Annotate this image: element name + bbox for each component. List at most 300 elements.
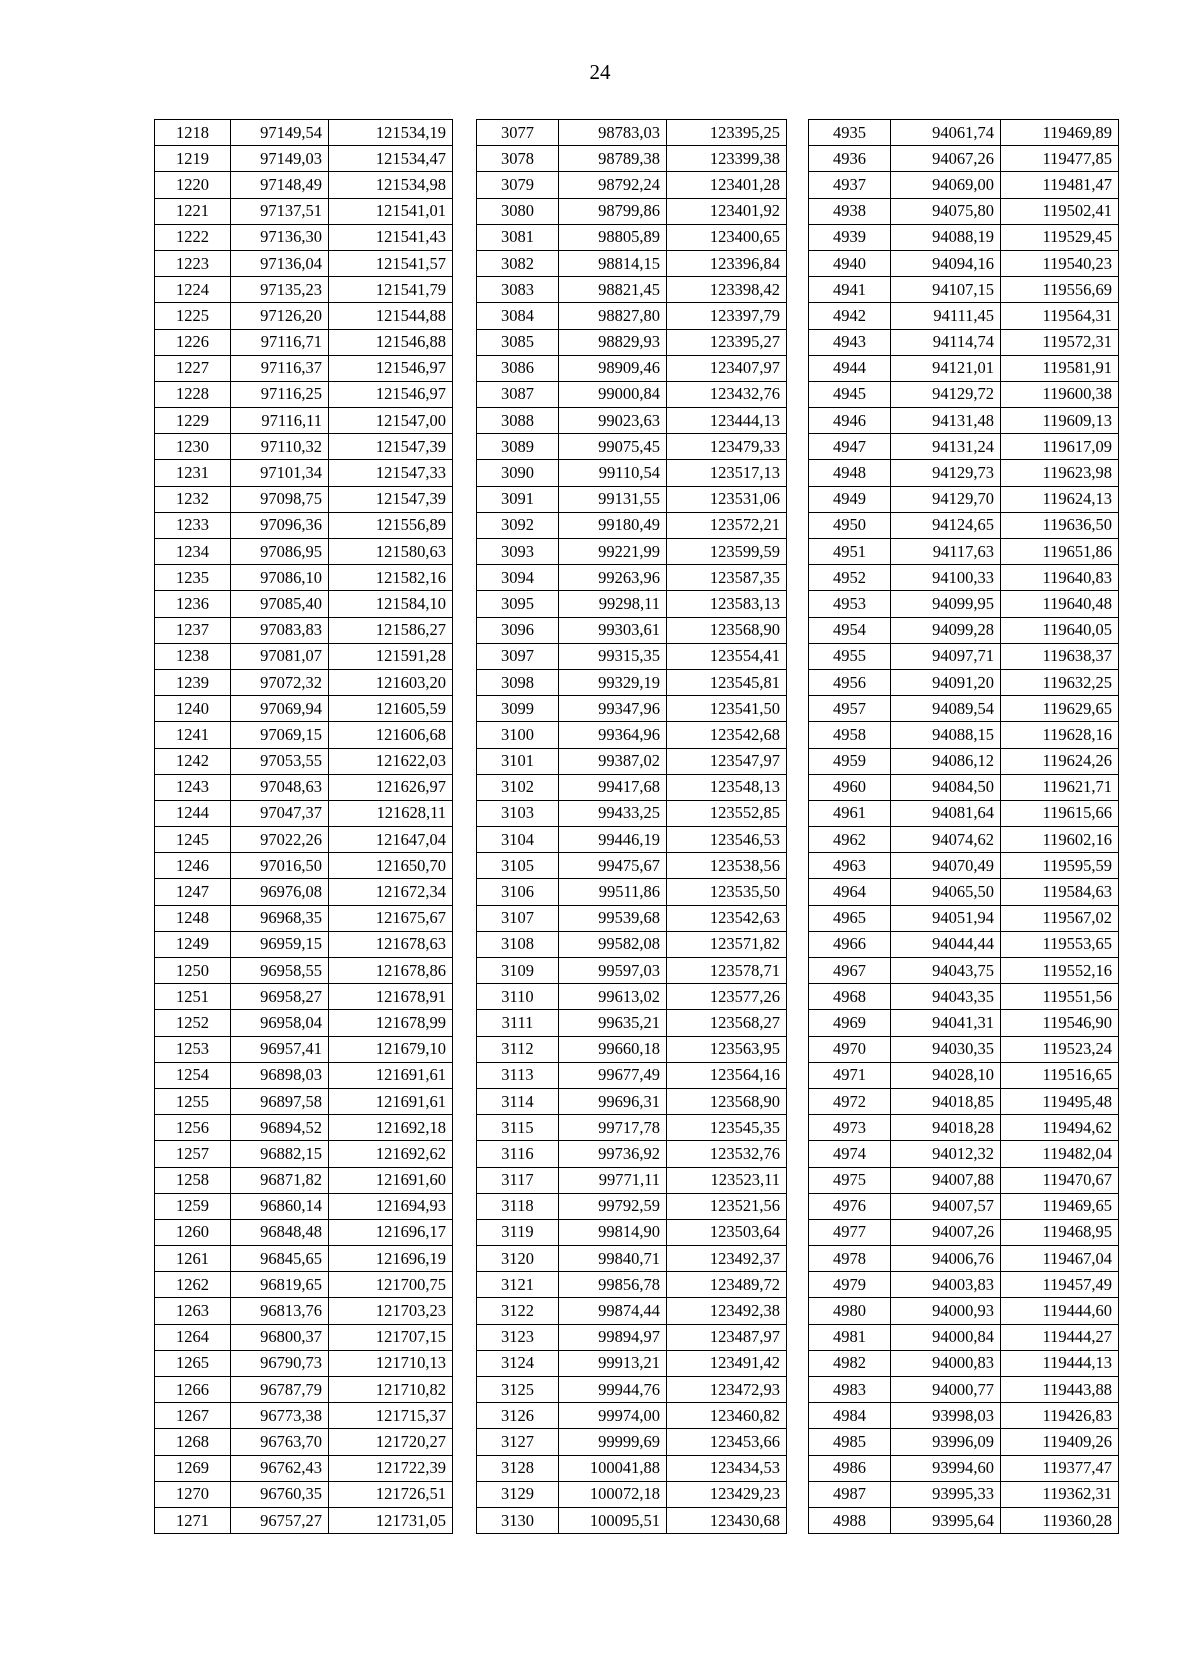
x-coordinate-cell: 97022,26 [231,827,329,853]
x-coordinate-cell: 96958,55 [231,958,329,984]
x-coordinate-cell: 94007,57 [891,1193,1001,1219]
x-coordinate-cell: 97047,37 [231,800,329,826]
x-coordinate-cell: 96897,58 [231,1088,329,1114]
y-coordinate-cell: 121679,10 [329,1036,453,1062]
table-row [809,722,1119,748]
y-coordinate-cell: 119409,26 [1001,1429,1119,1455]
y-coordinate-cell: 119651,86 [1001,539,1119,565]
x-coordinate-cell: 98789,38 [559,146,667,172]
y-coordinate-cell: 123398,42 [667,277,787,303]
y-coordinate-cell: 123535,50 [667,879,787,905]
y-coordinate-cell: 123545,35 [667,1115,787,1141]
y-coordinate-cell: 121696,17 [329,1219,453,1245]
y-coordinate-cell: 119621,71 [1001,774,1119,800]
x-coordinate-cell: 94131,24 [891,434,1001,460]
x-coordinate-cell: 94043,75 [891,958,1001,984]
table-row [155,1298,453,1324]
point-number-cell: 1271 [155,1507,231,1533]
y-coordinate-cell: 121546,97 [329,381,453,407]
table-row [809,1403,1119,1429]
table-row [809,355,1119,381]
x-coordinate-cell: 99999,69 [559,1429,667,1455]
x-coordinate-cell: 97098,75 [231,486,329,512]
table-row [809,1272,1119,1298]
point-number-cell: 4969 [809,1010,891,1036]
point-number-cell: 1241 [155,722,231,748]
y-coordinate-cell: 119553,65 [1001,931,1119,957]
x-coordinate-cell: 96882,15 [231,1141,329,1167]
point-number-cell: 3096 [477,617,559,643]
y-coordinate-cell: 119468,95 [1001,1219,1119,1245]
point-number-cell: 4948 [809,460,891,486]
x-coordinate-cell: 99696,31 [559,1088,667,1114]
y-coordinate-cell: 119636,50 [1001,512,1119,538]
x-coordinate-cell: 93995,33 [891,1481,1001,1507]
x-coordinate-cell: 97086,10 [231,565,329,591]
x-coordinate-cell: 94003,83 [891,1272,1001,1298]
table-row [155,1036,453,1062]
x-coordinate-cell: 98783,03 [559,120,667,146]
y-coordinate-cell: 119444,60 [1001,1298,1119,1324]
table-row [155,1010,453,1036]
table-row [477,1272,787,1298]
table-row [809,1507,1119,1533]
point-number-cell: 4986 [809,1455,891,1481]
table-row [809,1036,1119,1062]
y-coordinate-cell: 119617,09 [1001,434,1119,460]
point-number-cell: 4968 [809,984,891,1010]
y-coordinate-cell: 121547,00 [329,408,453,434]
point-number-cell: 4937 [809,172,891,198]
y-coordinate-cell: 119640,83 [1001,565,1119,591]
point-number-cell: 3103 [477,800,559,826]
x-coordinate-cell: 99840,71 [559,1246,667,1272]
y-coordinate-cell: 123479,33 [667,434,787,460]
point-number-cell: 1226 [155,329,231,355]
x-coordinate-cell: 97069,15 [231,722,329,748]
y-coordinate-cell: 123554,41 [667,643,787,669]
point-number-cell: 3125 [477,1377,559,1403]
y-coordinate-cell: 119426,83 [1001,1403,1119,1429]
x-coordinate-cell: 94007,26 [891,1219,1001,1245]
point-number-cell: 4987 [809,1481,891,1507]
table-row [809,1246,1119,1272]
table-row [809,905,1119,931]
coordinates-table-2 [476,119,787,1534]
y-coordinate-cell: 121678,91 [329,984,453,1010]
x-coordinate-cell: 99417,68 [559,774,667,800]
x-coordinate-cell: 94091,20 [891,669,1001,695]
y-coordinate-cell: 123429,23 [667,1481,787,1507]
x-coordinate-cell: 96763,70 [231,1429,329,1455]
table-row [155,539,453,565]
table-row [809,1062,1119,1088]
y-coordinate-cell: 121710,82 [329,1377,453,1403]
y-coordinate-cell: 119502,41 [1001,198,1119,224]
y-coordinate-cell: 119482,04 [1001,1141,1119,1167]
y-coordinate-cell: 121626,97 [329,774,453,800]
x-coordinate-cell: 96968,35 [231,905,329,931]
y-coordinate-cell: 123546,53 [667,827,787,853]
table-row [477,1324,787,1350]
point-number-cell: 3105 [477,853,559,879]
point-number-cell: 4970 [809,1036,891,1062]
point-number-cell: 3090 [477,460,559,486]
point-number-cell: 3119 [477,1219,559,1245]
point-number-cell: 4944 [809,355,891,381]
x-coordinate-cell: 97137,51 [231,198,329,224]
table-row [155,1507,453,1533]
table-row [155,486,453,512]
x-coordinate-cell: 99582,08 [559,931,667,957]
point-number-cell: 3113 [477,1062,559,1088]
x-coordinate-cell: 99387,02 [559,748,667,774]
table-row [477,800,787,826]
x-coordinate-cell: 96958,27 [231,984,329,1010]
y-coordinate-cell: 123395,27 [667,329,787,355]
x-coordinate-cell: 99944,76 [559,1377,667,1403]
x-coordinate-cell: 94018,85 [891,1088,1001,1114]
point-number-cell: 3084 [477,303,559,329]
table-row [477,669,787,695]
y-coordinate-cell: 121556,89 [329,512,453,538]
point-number-cell: 3129 [477,1481,559,1507]
x-coordinate-cell: 97136,30 [231,224,329,250]
y-coordinate-cell: 121534,98 [329,172,453,198]
point-number-cell: 1232 [155,486,231,512]
table-row [477,408,787,434]
table-row [477,434,787,460]
table-row [809,224,1119,250]
point-number-cell: 3121 [477,1272,559,1298]
y-coordinate-cell: 119640,48 [1001,591,1119,617]
point-number-cell: 1265 [155,1350,231,1376]
point-number-cell: 3098 [477,669,559,695]
point-number-cell: 4952 [809,565,891,591]
point-number-cell: 4957 [809,696,891,722]
y-coordinate-cell: 121672,34 [329,879,453,905]
table-row [477,1062,787,1088]
x-coordinate-cell: 98792,24 [559,172,667,198]
point-number-cell: 3124 [477,1350,559,1376]
table-row [809,984,1119,1010]
point-number-cell: 1227 [155,355,231,381]
table-row [155,774,453,800]
y-coordinate-cell: 123532,76 [667,1141,787,1167]
x-coordinate-cell: 98799,86 [559,198,667,224]
point-number-cell: 1235 [155,565,231,591]
point-number-cell: 3081 [477,224,559,250]
table-row [809,696,1119,722]
x-coordinate-cell: 96787,79 [231,1377,329,1403]
point-number-cell: 3100 [477,722,559,748]
table-row [155,460,453,486]
y-coordinate-cell: 119567,02 [1001,905,1119,931]
x-coordinate-cell: 96959,15 [231,931,329,957]
point-number-cell: 3102 [477,774,559,800]
table-row [155,434,453,460]
point-number-cell: 3079 [477,172,559,198]
y-coordinate-cell: 123577,26 [667,984,787,1010]
table-row [477,146,787,172]
point-number-cell: 4988 [809,1507,891,1533]
y-coordinate-cell: 119377,47 [1001,1455,1119,1481]
x-coordinate-cell: 94129,73 [891,460,1001,486]
table-row [155,669,453,695]
point-number-cell: 3104 [477,827,559,853]
table-row [155,958,453,984]
table-row [155,329,453,355]
point-number-cell: 4978 [809,1246,891,1272]
y-coordinate-cell: 119595,59 [1001,853,1119,879]
table-row [155,800,453,826]
y-coordinate-cell: 119523,24 [1001,1036,1119,1062]
x-coordinate-cell: 96976,08 [231,879,329,905]
y-coordinate-cell: 119581,91 [1001,355,1119,381]
y-coordinate-cell: 123399,38 [667,146,787,172]
table-row [155,224,453,250]
table-row [809,120,1119,146]
point-number-cell: 4945 [809,381,891,407]
table-row [155,1429,453,1455]
table-row [809,591,1119,617]
table-row [809,1298,1119,1324]
table-row [477,172,787,198]
x-coordinate-cell: 94117,63 [891,539,1001,565]
y-coordinate-cell: 121605,59 [329,696,453,722]
y-coordinate-cell: 123541,50 [667,696,787,722]
point-number-cell: 3107 [477,905,559,931]
x-coordinate-cell: 94084,50 [891,774,1001,800]
table-row [155,1088,453,1114]
y-coordinate-cell: 121546,97 [329,355,453,381]
table-row [477,224,787,250]
table-row [809,643,1119,669]
x-coordinate-cell: 99874,44 [559,1298,667,1324]
point-number-cell: 1218 [155,120,231,146]
point-number-cell: 4954 [809,617,891,643]
table-row [155,1115,453,1141]
y-coordinate-cell: 119540,23 [1001,250,1119,276]
table-row [477,696,787,722]
y-coordinate-cell: 123542,63 [667,905,787,931]
table-row [155,617,453,643]
point-number-cell: 1250 [155,958,231,984]
x-coordinate-cell: 96800,37 [231,1324,329,1350]
y-coordinate-cell: 119602,16 [1001,827,1119,853]
x-coordinate-cell: 99856,78 [559,1272,667,1298]
x-coordinate-cell: 97136,04 [231,250,329,276]
y-coordinate-cell: 123492,38 [667,1298,787,1324]
point-number-cell: 4935 [809,120,891,146]
point-number-cell: 1251 [155,984,231,1010]
y-coordinate-cell: 121628,11 [329,800,453,826]
x-coordinate-cell: 99717,78 [559,1115,667,1141]
x-coordinate-cell: 96848,48 [231,1219,329,1245]
point-number-cell: 1237 [155,617,231,643]
point-number-cell: 1239 [155,669,231,695]
x-coordinate-cell: 94111,45 [891,303,1001,329]
table-row [477,853,787,879]
point-number-cell: 4941 [809,277,891,303]
x-coordinate-cell: 99894,97 [559,1324,667,1350]
table-row [809,460,1119,486]
point-number-cell: 3093 [477,539,559,565]
x-coordinate-cell: 94028,10 [891,1062,1001,1088]
table-row [809,381,1119,407]
table-row [809,250,1119,276]
x-coordinate-cell: 94129,70 [891,486,1001,512]
table-row [155,905,453,931]
y-coordinate-cell: 121691,60 [329,1167,453,1193]
point-number-cell: 4967 [809,958,891,984]
point-number-cell: 3091 [477,486,559,512]
x-coordinate-cell: 99814,90 [559,1219,667,1245]
x-coordinate-cell: 94074,62 [891,827,1001,853]
x-coordinate-cell: 99298,11 [559,591,667,617]
point-number-cell: 4943 [809,329,891,355]
point-number-cell: 1236 [155,591,231,617]
point-number-cell: 3094 [477,565,559,591]
x-coordinate-cell: 94069,00 [891,172,1001,198]
point-number-cell: 1268 [155,1429,231,1455]
table-row [809,774,1119,800]
point-number-cell: 1270 [155,1481,231,1507]
table-row [477,486,787,512]
point-number-cell: 4961 [809,800,891,826]
x-coordinate-cell: 94000,93 [891,1298,1001,1324]
table-row [809,617,1119,643]
x-coordinate-cell: 94067,26 [891,146,1001,172]
table-row [477,643,787,669]
x-coordinate-cell: 96898,03 [231,1062,329,1088]
point-number-cell: 3080 [477,198,559,224]
point-number-cell: 1254 [155,1062,231,1088]
y-coordinate-cell: 123548,13 [667,774,787,800]
x-coordinate-cell: 99263,96 [559,565,667,591]
table-row [477,1403,787,1429]
y-coordinate-cell: 121586,27 [329,617,453,643]
x-coordinate-cell: 99433,25 [559,800,667,826]
point-number-cell: 3116 [477,1141,559,1167]
y-coordinate-cell: 121692,18 [329,1115,453,1141]
table-row [477,905,787,931]
table-row [809,931,1119,957]
y-coordinate-cell: 121546,88 [329,329,453,355]
table-row [809,958,1119,984]
y-coordinate-cell: 121580,63 [329,539,453,565]
point-number-cell: 3108 [477,931,559,957]
point-number-cell: 4953 [809,591,891,617]
x-coordinate-cell: 97116,37 [231,355,329,381]
table-row [809,853,1119,879]
y-coordinate-cell: 121534,19 [329,120,453,146]
y-coordinate-cell: 119546,90 [1001,1010,1119,1036]
table-row [477,1350,787,1376]
table-row [155,722,453,748]
y-coordinate-cell: 121547,33 [329,460,453,486]
y-coordinate-cell: 121731,05 [329,1507,453,1533]
point-number-cell: 4983 [809,1377,891,1403]
x-coordinate-cell: 99475,67 [559,853,667,879]
x-coordinate-cell: 99635,21 [559,1010,667,1036]
x-coordinate-cell: 99677,49 [559,1062,667,1088]
point-number-cell: 4940 [809,250,891,276]
y-coordinate-cell: 121544,88 [329,303,453,329]
point-number-cell: 1246 [155,853,231,879]
y-coordinate-cell: 119457,49 [1001,1272,1119,1298]
y-coordinate-cell: 123400,65 [667,224,787,250]
y-coordinate-cell: 119609,13 [1001,408,1119,434]
point-number-cell: 1229 [155,408,231,434]
x-coordinate-cell: 99792,59 [559,1193,667,1219]
x-coordinate-cell: 99364,96 [559,722,667,748]
x-coordinate-cell: 98821,45 [559,277,667,303]
table-row [477,1141,787,1167]
point-number-cell: 4973 [809,1115,891,1141]
table-row [155,643,453,669]
table-row [477,1377,787,1403]
x-coordinate-cell: 96871,82 [231,1167,329,1193]
x-coordinate-cell: 100041,88 [559,1455,667,1481]
x-coordinate-cell: 93994,60 [891,1455,1001,1481]
point-number-cell: 4976 [809,1193,891,1219]
point-number-cell: 4964 [809,879,891,905]
point-number-cell: 1256 [155,1115,231,1141]
y-coordinate-cell: 123542,68 [667,722,787,748]
y-coordinate-cell: 123517,13 [667,460,787,486]
y-coordinate-cell: 123568,90 [667,1088,787,1114]
y-coordinate-cell: 119467,04 [1001,1246,1119,1272]
table-row [477,539,787,565]
table-row [155,696,453,722]
point-number-cell: 1264 [155,1324,231,1350]
point-number-cell: 3097 [477,643,559,669]
point-number-cell: 1263 [155,1298,231,1324]
x-coordinate-cell: 96957,41 [231,1036,329,1062]
y-coordinate-cell: 123564,16 [667,1062,787,1088]
table-row [809,669,1119,695]
point-number-cell: 1249 [155,931,231,957]
y-coordinate-cell: 121715,37 [329,1403,453,1429]
x-coordinate-cell: 97048,63 [231,774,329,800]
table-row [809,329,1119,355]
y-coordinate-cell: 119551,56 [1001,984,1119,1010]
y-coordinate-cell: 123572,21 [667,512,787,538]
x-coordinate-cell: 99221,99 [559,539,667,565]
x-coordinate-cell: 97081,07 [231,643,329,669]
y-coordinate-cell: 123563,95 [667,1036,787,1062]
x-coordinate-cell: 99597,03 [559,958,667,984]
point-number-cell: 4982 [809,1350,891,1376]
table-row [809,408,1119,434]
table-row [155,1141,453,1167]
table-row [809,565,1119,591]
point-number-cell: 3089 [477,434,559,460]
table-row [477,355,787,381]
point-number-cell: 3086 [477,355,559,381]
table-row [155,1219,453,1245]
point-number-cell: 4974 [809,1141,891,1167]
x-coordinate-cell: 94094,16 [891,250,1001,276]
table-row [477,329,787,355]
table-row [155,1272,453,1298]
table-row [477,1115,787,1141]
point-number-cell: 3109 [477,958,559,984]
y-coordinate-cell: 123395,25 [667,120,787,146]
point-number-cell: 1238 [155,643,231,669]
x-coordinate-cell: 94012,32 [891,1141,1001,1167]
